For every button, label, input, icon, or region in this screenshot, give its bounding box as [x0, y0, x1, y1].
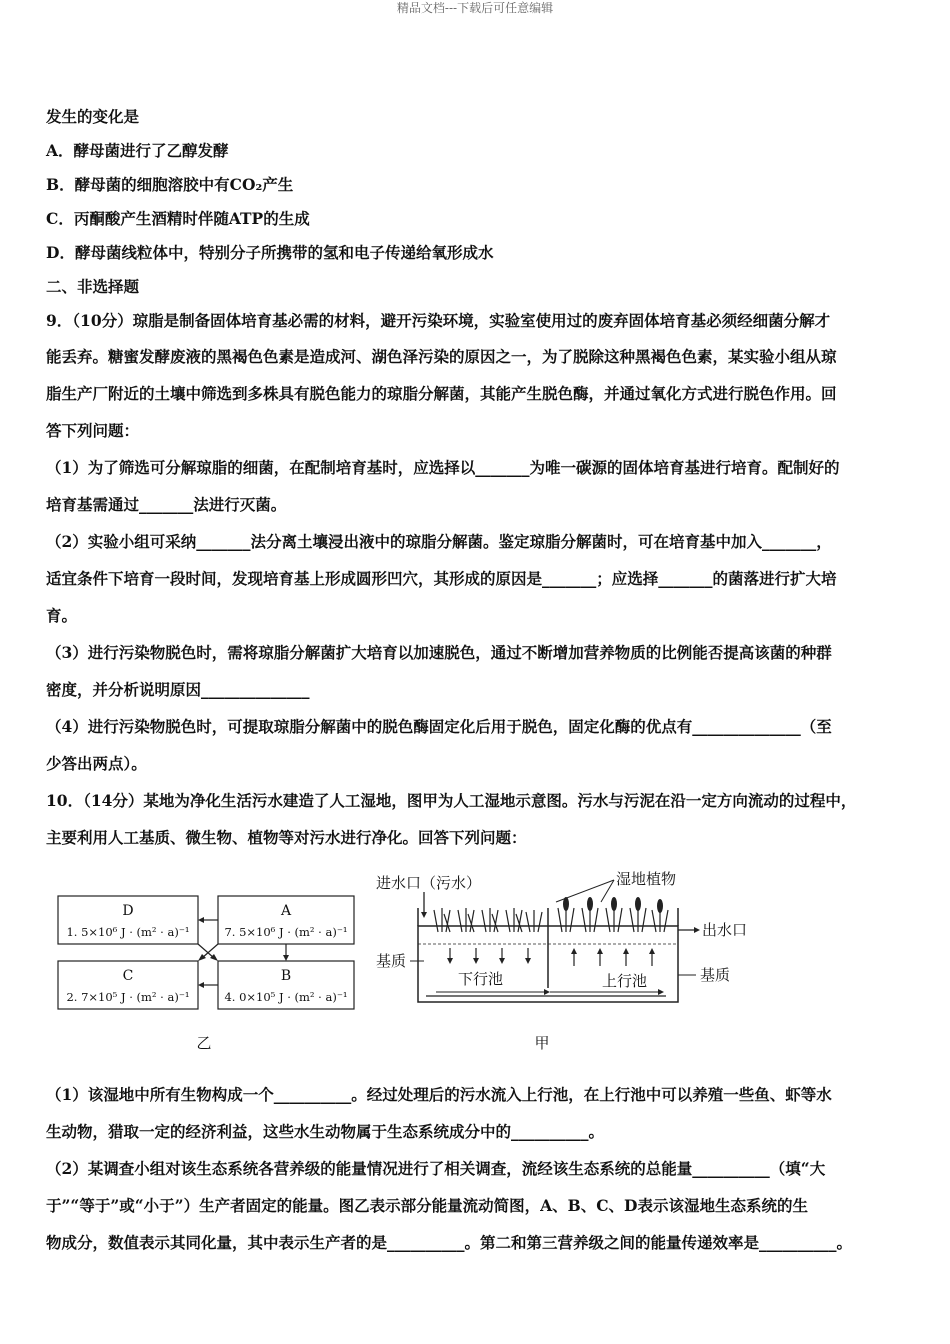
- figure-right-caption: 甲: [534, 1034, 550, 1052]
- reeds-left: [434, 908, 542, 932]
- arrow-a-to-c: [202, 944, 218, 958]
- box-b-name: B: [280, 968, 292, 984]
- substrate-left-label: 基质: [376, 952, 407, 970]
- q9-intro-3: 脂生产厂附近的土壤中筛选到多株具有脱色能力的琼脂分解菌，其能产生脱色酶，并通过氧化方式进行脱色作用。回: [46, 384, 837, 403]
- q10-part2-line3: 物成分，数值表示其同化量，其中表示生产者的是__________。第二和第三营养级之间的能量传递效率是__________。: [46, 1233, 853, 1252]
- arrowhead: [198, 917, 204, 923]
- q10-intro-2: 主要利用人工基质、微生物、植物等对污水进行净化。回答下列问题：: [46, 828, 527, 847]
- q9-intro-4: 答下列问题：: [46, 421, 140, 440]
- energy-flow-diagram: [58, 896, 354, 1052]
- plants-label: 湿地植物: [616, 870, 677, 888]
- q9-intro-2: 能丢弃。糖蜜发酵废液的黑褐色色素是造成河、湖色泽污染的原因之一，为了脱除这种黑褐色色素，某实验小组从琼: [46, 347, 837, 366]
- arrowhead: [198, 982, 204, 988]
- up-flow-arrows: [574, 952, 652, 966]
- q8-option-a: [46, 134, 906, 168]
- q9-part4-line1: （4）进行污染物脱色时，可提取琼脂分解菌中的脱色酶固定化后用于脱色，固定化酶的优点有______________（至: [46, 717, 832, 736]
- option-text: 丙酮酸产生酒精时伴随ATP的生成: [73, 209, 310, 228]
- up-pool-label: 上行池: [602, 972, 648, 990]
- document-body: [46, 100, 906, 1261]
- outlet-label: 出水口: [702, 921, 748, 939]
- inlet-label: 进水口（污水）: [376, 874, 482, 892]
- q9-part3-line2: 密度，并分析说明原因______________: [46, 680, 310, 699]
- box-b-value: 4. 0×10⁵ J · (m² · a)⁻¹: [224, 990, 348, 1004]
- down-pool-label: 下行池: [458, 970, 504, 988]
- q10-figure: [46, 868, 906, 1068]
- q10-part1-line2: 生动物，猎取一定的经济利益，这些水生动物属于生态系统成分中的__________。: [46, 1122, 605, 1141]
- down-flow-arrows: [450, 948, 528, 960]
- wetland-diagram: [376, 870, 747, 1052]
- figure-left-caption: 乙: [196, 1034, 212, 1052]
- section-title: 二、非选择题: [46, 277, 140, 296]
- q9-part2-line2: 适宜条件下培育一段时间，发现培育基上形成圆形凹穴，其形成的原因是_______；应选择_______的菌落进行扩大培: [46, 569, 837, 588]
- q9-part2-line1: （2）实验小组可采纳_______法分离土壤浸出液中的琼脂分解菌。鉴定琼脂分解菌时，可在培育基中加入_______，: [46, 532, 832, 551]
- q9-part2-line3: 育。: [46, 606, 78, 625]
- box-c-value: 2. 7×10⁵ J · (m² · a)⁻¹: [66, 990, 190, 1004]
- option-text: 酵母菌线粒体中，特别分子所携带的氢和电子传递给氧形成水: [74, 243, 494, 262]
- q8-option-c: [46, 202, 906, 236]
- q8-stem-tail: 发生的变化是: [46, 107, 140, 126]
- box-a-value: 7. 5×10⁶ J · (m² · a)⁻¹: [224, 925, 348, 939]
- q9-part1-line1: （1）为了筛选可分解琼脂的细菌，在配制培育基时，应选择以_______为唯一碳源的固体培育基进行培育。配制好的: [46, 458, 840, 477]
- option-label: C．: [46, 209, 74, 228]
- option-text: 酵母菌的细胞溶胶中有CO₂产生: [74, 175, 294, 194]
- option-label: A．: [46, 141, 74, 160]
- box-c-name: C: [122, 968, 134, 984]
- q8-option-d: [46, 236, 906, 270]
- q9-intro-1: 9．（10分）琼脂是制备固体培育基必需的材料，避开污染环境，实验室使用过的废弃固体培育基必须经细菌分解才: [46, 311, 831, 330]
- box-d-name: D: [122, 903, 134, 919]
- q10-part2-line1: （2）某调查小组对该生态系统各营养级的能量情况进行了相关调查，流经该生态系统的总能量__________（填“大: [46, 1159, 826, 1178]
- q10-intro-1: 10．（14分）某地为净化生活污水建造了人工湿地，图甲为人工湿地示意图。污水与污泥在沿一定方向流动的过程中，: [46, 791, 857, 810]
- option-label: B．: [46, 175, 75, 194]
- page-header: 精品文档---下载后可任意编辑: [396, 1, 554, 15]
- q9-part1-line2: 培育基需通过_______法进行灭菌。: [46, 495, 287, 514]
- q8-option-b: [46, 168, 906, 202]
- arrowhead: [283, 955, 289, 961]
- q10-part1-line1: （1）该湿地中所有生物构成一个__________。经过处理后的污水流入上行池，在上行池中可以养殖一些鱼、虾等水: [46, 1085, 832, 1104]
- option-label: D．: [46, 243, 75, 262]
- q10-part2-line2: 于”“等于”或“小于”）生产者固定的能量。图乙表示部分能量流动简图，A、B、C、D表示该湿地生态系统的生: [46, 1196, 808, 1215]
- option-text: 酵母菌进行了乙醇发酵: [73, 141, 229, 160]
- q9-part3-line1: （3）进行污染物脱色时，需将琼脂分解菌扩大培育以加速脱色，通过不断增加营养物质的比例能否提高该菌的种群: [46, 643, 832, 662]
- arrow-d-to-b: [198, 944, 214, 958]
- substrate-right-label: 基质: [700, 966, 731, 984]
- box-a-name: A: [280, 903, 292, 919]
- q9-part4-line2: 少答出两点）。: [46, 754, 147, 773]
- box-d-value: 1. 5×10⁶ J · (m² · a)⁻¹: [66, 925, 190, 939]
- energy-flow-and-wetland-figure: [46, 868, 916, 1068]
